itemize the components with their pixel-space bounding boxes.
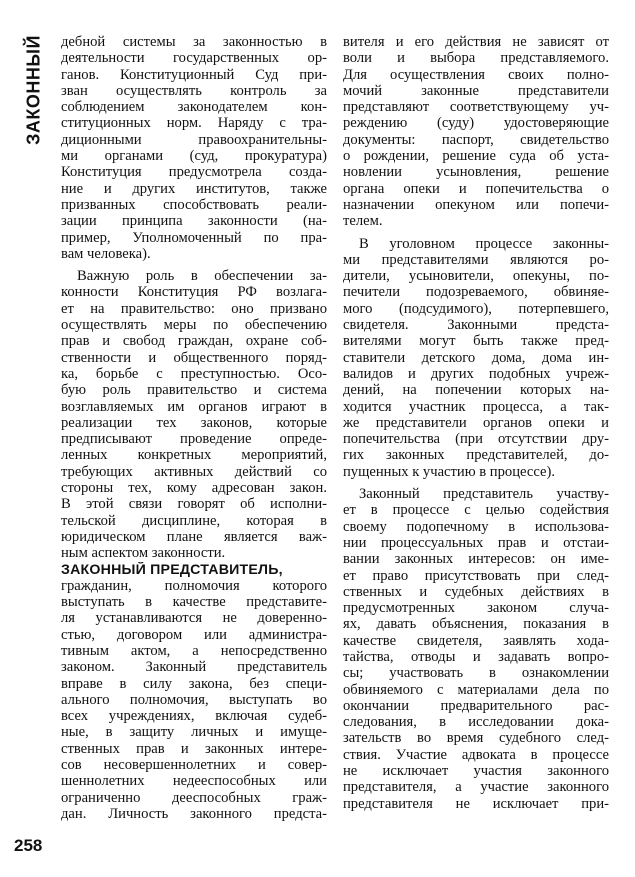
text-line: дебной системы за законностью в bbox=[61, 34, 327, 50]
text-line: соблюдением законодателем кон- bbox=[61, 99, 327, 116]
text-line: гих законных представителей, до- bbox=[343, 447, 609, 464]
text-line: представителя, а участие законного bbox=[343, 779, 609, 796]
text-line: ях, давать объяснения, показания в bbox=[343, 616, 609, 633]
text-line: воли и выбора представляемого. bbox=[343, 50, 609, 67]
text-line: ет на правительство: оно призвано bbox=[61, 300, 327, 317]
text-line: следования, в исследовании дока- bbox=[343, 714, 609, 731]
text-line: своему подопечному в использова- bbox=[343, 518, 609, 535]
text-line: документы: паспорт, свидетельство bbox=[343, 131, 609, 148]
text-line: ставители детского дома, дома ин- bbox=[343, 349, 609, 366]
text-line: ет право присутствовать при след- bbox=[343, 567, 609, 584]
text-line: дители, усыновители, опекуны, по- bbox=[343, 268, 609, 285]
text-line: свидетеля. Законными предста- bbox=[343, 317, 609, 334]
text-line: В этой связи говорят об исполни- bbox=[61, 496, 327, 513]
text-line: стью, договором или администра- bbox=[61, 626, 327, 643]
text-line: же представители органов опеки и bbox=[343, 414, 609, 431]
text-line: ствия. Участие адвоката в процессе bbox=[343, 746, 609, 763]
text-line: ет в процессе с целью содействия bbox=[343, 502, 609, 519]
text-line: представляют соответствующему уч- bbox=[343, 99, 609, 116]
text-line: диционными правоохранительны- bbox=[61, 131, 327, 148]
text-line: дан. Личность законного предста- bbox=[61, 805, 327, 822]
text-line: ля устанавливаются не доверенно- bbox=[61, 610, 327, 627]
text-line: ным аспектом законности. bbox=[61, 545, 226, 562]
text-line: зван осуществлять контроль за bbox=[61, 82, 327, 99]
text-line: ми представителями являются ро- bbox=[343, 251, 609, 268]
text-line: качестве свидетеля, заявлять хода- bbox=[343, 632, 609, 649]
text-line: ка, борьбе с преступностью. Осо- bbox=[61, 365, 327, 382]
text-line: вителями могут быть также пред- bbox=[343, 333, 609, 350]
text-line: ственных и судебных действиях в bbox=[343, 583, 609, 600]
text-line: печители подозреваемого, обвиняе- bbox=[343, 284, 609, 301]
text-line: пример, Уполномоченный по пра- bbox=[61, 229, 327, 246]
text-line: органа опеки и попечительства о bbox=[343, 180, 609, 197]
text-line: мого (подсудимого), потерпевшего, bbox=[343, 300, 609, 317]
text-line: предписывают проведение опреде- bbox=[61, 431, 327, 448]
text-line: обвиняемого с материалами дела по bbox=[343, 681, 609, 698]
text-line: реализации тех законов, которые bbox=[61, 414, 327, 431]
text-line: о рождении, решение суда об уста- bbox=[343, 148, 609, 165]
text-line: предусмотренных законом случа- bbox=[343, 600, 609, 617]
text-line: всех учреждениях, включая судеб- bbox=[61, 708, 327, 725]
text-line: назначении опекуном или попечи- bbox=[343, 196, 609, 213]
text-line: вам человека). bbox=[61, 245, 151, 262]
text-line: тайства, отводы и задавать вопро- bbox=[343, 648, 609, 665]
text-line: валидов и других подобных учреж- bbox=[343, 365, 609, 382]
text-line: конности Конституция РФ возлага- bbox=[61, 284, 327, 301]
text-line: осуществлять меры по обеспечению bbox=[61, 317, 327, 334]
text-line: прав и свобод граждан, охране соб- bbox=[61, 333, 327, 350]
text-line: сов несовершеннолетних и совер- bbox=[61, 757, 327, 774]
text-line: представителя не исключает при- bbox=[343, 795, 609, 812]
text-line: возглавляемых им органов играют в bbox=[61, 398, 327, 415]
text-line: гражданин, полномочия которого bbox=[61, 577, 327, 594]
text-line: ственных прав и законных интере- bbox=[61, 740, 327, 757]
text-line: пущенных к участию в процессе). bbox=[343, 463, 555, 480]
text-line: тивным актом, а непосредственно bbox=[61, 642, 327, 659]
text-line: выступать в качестве представите- bbox=[61, 594, 327, 611]
text-line: зации принципа законности (на- bbox=[61, 213, 327, 230]
text-line: требующих активных действий со bbox=[61, 463, 327, 480]
text-line: Законный представитель участву- bbox=[359, 486, 609, 503]
text-line: шеннолетних недееспособных или bbox=[61, 773, 327, 790]
text-line: телем. bbox=[343, 213, 383, 230]
entry-headword: ЗАКОННЫЙ ПРЕДСТАВИТЕЛЬ, bbox=[61, 561, 283, 578]
running-head bbox=[14, 30, 54, 150]
text-line: новлении усыновления, решение bbox=[343, 164, 609, 181]
text-line: вителя и его действия не зависят от bbox=[343, 34, 609, 50]
text-line: деятельности государственных ор- bbox=[61, 50, 327, 67]
text-line: Важную роль в обеспечении за- bbox=[77, 268, 327, 285]
text-line: призванных способствовать реали- bbox=[61, 196, 327, 213]
text-line: ные, в защиту личных и имуще- bbox=[61, 724, 327, 741]
text-line: ственности и общественного поряд- bbox=[61, 349, 327, 366]
text-line: вправе в силу закона, без специ- bbox=[61, 675, 327, 692]
text-line: зательств во время судебного след- bbox=[343, 730, 609, 747]
text-line: реждению (суду) удостоверяющие bbox=[343, 115, 609, 132]
text-line: не исключает участия законного bbox=[343, 763, 609, 780]
text-line: ального полномочия, выступать во bbox=[61, 691, 327, 708]
text-line: ходится участник процесса, а так- bbox=[343, 398, 609, 415]
text-line: ленных конкретных мероприятий, bbox=[61, 447, 327, 464]
running-head-text: ЗАКОННЫЙ bbox=[23, 35, 44, 145]
text-line: попечительства (при отсутствии дру- bbox=[343, 431, 609, 448]
text-line: нии процессуальных прав и отстаи- bbox=[343, 534, 609, 551]
text-line: ганов. Конституционный Суд при- bbox=[61, 66, 327, 83]
text-line: ми органами (суд, прокуратура) bbox=[61, 148, 327, 165]
text-line: бую роль правительство и система bbox=[61, 382, 327, 399]
text-line: окончании предварительного рас- bbox=[343, 697, 609, 714]
text-line: юридическом плане является важ- bbox=[61, 528, 327, 545]
text-line: мочий законные представители bbox=[343, 82, 609, 99]
page-number: 258 bbox=[14, 836, 43, 855]
text-line: Для осуществления своих полно- bbox=[343, 66, 609, 83]
text-line: ограниченно дееспособных граж- bbox=[61, 789, 327, 806]
text-line: ституционных норм. Наряду с тра- bbox=[61, 115, 327, 132]
text-line: тельской дисциплине, которая в bbox=[61, 512, 327, 529]
text-line: сы; участвовать в ознакомлении bbox=[343, 665, 609, 682]
text-line: стороны тех, кому адресован закон. bbox=[61, 480, 327, 497]
text-line: дений, на попечении которых на- bbox=[343, 382, 609, 399]
right-column bbox=[343, 34, 609, 812]
text-line: вании законных интересов: он име- bbox=[343, 551, 609, 568]
left-column bbox=[61, 34, 327, 822]
text-line: законом. Законный представитель bbox=[61, 659, 327, 676]
text-line: ние и других институтов, также bbox=[61, 180, 327, 197]
text-line: В уголовном процессе законны- bbox=[359, 235, 609, 252]
text-line: Конституция предусмотрела созда- bbox=[61, 164, 327, 181]
